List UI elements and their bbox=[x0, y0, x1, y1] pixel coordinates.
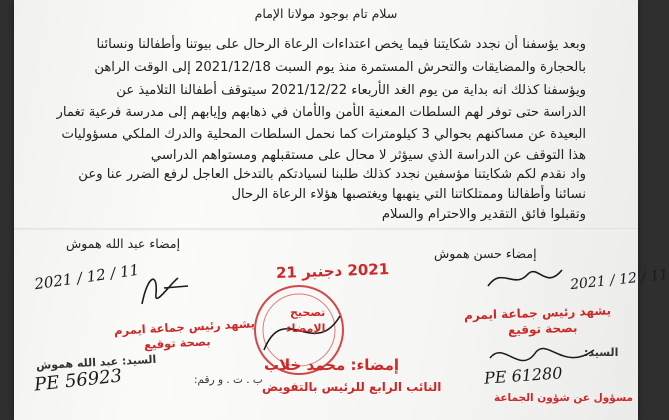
greeting: سلام تام بوجود مولانا الإمام bbox=[254, 6, 398, 21]
body-line-5: البعيدة عن مساكنهم بحوالي 3 كيلومترات كما نحمل السلطات المحلية والدرك الملكي مسؤوليات bbox=[61, 127, 586, 142]
stamp-right-line3: السيد: bbox=[584, 346, 619, 359]
stamp-left-line4: ب . ت . و رقم: bbox=[194, 374, 263, 386]
handwritten-date-right: 2021 / 12 / 11 bbox=[569, 266, 669, 294]
stamp-center-title: النائب الرابع للرئيس بالتفويض bbox=[262, 380, 442, 394]
letter-page bbox=[14, 0, 669, 420]
stamp-center-date: 2021 دجنبر 21 bbox=[275, 260, 390, 282]
body-line-6: هذا التوقف عن الدراسة الذي سيؤثر لا محال على مستقبلهم ومستواهم الدراسي bbox=[150, 148, 586, 163]
stamp-center-box2: الإمضاء bbox=[286, 322, 326, 335]
body-line-9: وتقبلوا فائق التقدير والاحترام والسلام bbox=[381, 207, 586, 222]
signature-label-left: إمضاء عبد الله هموش bbox=[66, 236, 181, 251]
stamp-right-line1: يشهد رئيس جماعة ايمرم bbox=[463, 303, 612, 323]
body-line-1: وبعد يؤسفنا أن نجدد شكايتنا فيما يخص اعتداءات الرعاة الرحال على بيوتنا وأطفالنا ونسائنا bbox=[96, 37, 586, 52]
stamp-left-line1: يشهد رئيس جماعة ايمرم bbox=[113, 316, 256, 338]
stamp-left-line2: بصحة توقيع bbox=[143, 334, 211, 352]
stamp-center-box1: تصحيح bbox=[290, 306, 326, 319]
paper-fold bbox=[14, 228, 638, 231]
handwritten-date-left: 2021 / 12 / 11 bbox=[33, 260, 141, 294]
body-line-4: الدراسة حتى توفر لهم السلطات المعنية الأمن والأمان في ذهابهم وإيابهم إلى مدرسة فرعية تغمار bbox=[56, 105, 586, 120]
signature-scribble-right bbox=[484, 260, 574, 296]
body-line-3: ويؤسفنا كذلك انه بداية من يوم الغد الأربعاء 2021/12/22 سيتوقف أطفالنا التلاميذ عن bbox=[116, 83, 586, 98]
handwritten-cin-right: PE 61280 bbox=[483, 363, 564, 388]
signature-scribble-left bbox=[134, 264, 194, 314]
body-line-7: واد نقدم لكم شكايتنا مؤسفين نجدد كذلك طلبنا لسيادتكم بالتدخل العاجل لرفع الضرر عنا وعن bbox=[78, 167, 586, 182]
body-line-2: بالحجارة والمضايقات والتحرش المستمرة منذ يوم السبت 2021/12/18 إلى الوقت الراهن bbox=[94, 60, 586, 75]
stamp-right-line4: مسؤول عن شؤون الجماعة bbox=[494, 392, 634, 404]
stamp-right-line2: بصحة توقيع bbox=[507, 320, 578, 338]
handwritten-cin-left: PE 56923 bbox=[33, 365, 124, 396]
signature-label-right: إمضاء حسن هموش bbox=[434, 246, 537, 261]
stamp-left-line3: السيد: عبد الله هموش bbox=[35, 352, 157, 373]
body-line-8: نسائنا وأطفالنا وممتلكاتنا التي ينهبها ويغتصبها هؤلاء الرعاة الرحال bbox=[231, 187, 586, 202]
stamp-center-name: إمضاء: محمد خلاب bbox=[264, 356, 400, 374]
